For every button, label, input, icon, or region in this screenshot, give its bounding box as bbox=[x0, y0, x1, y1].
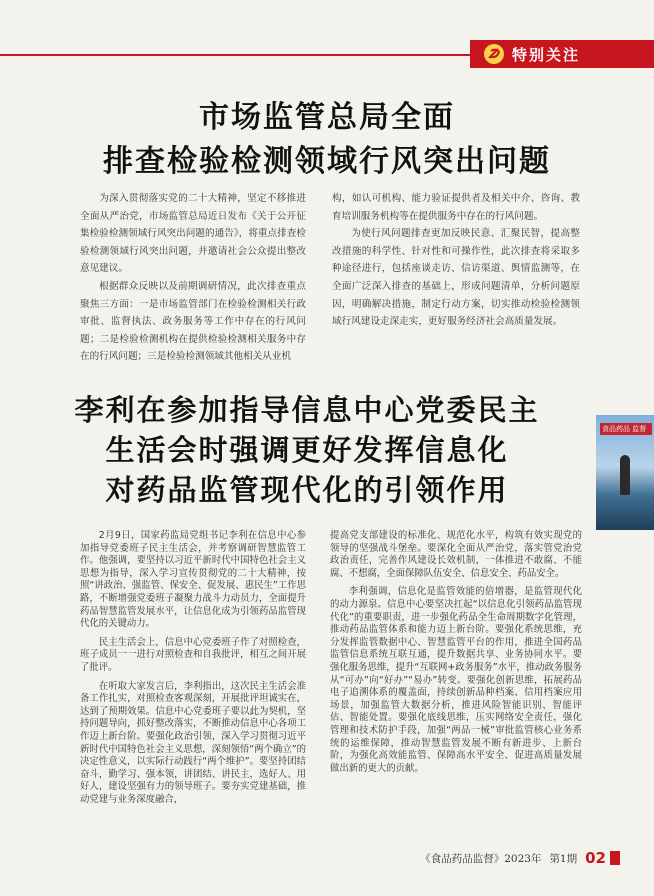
paragraph: 在听取大家发言后，李利指出，这次民主生活会准备工作扎实，对照检查客观深刻，开展批评坦诚实在，达到了预期效果。信息中心党委班子要以此为契机，坚持问题导向，抓好整改落实，不断推动信息中心各项工作迈上新台阶。要强化政治引领，深入学习贯彻习近平新时代中国特色社会主义思想，深刻领悟“两个确立”的决定性意义，以实际行动践行“两个维护”。要坚持团结奋斗，勤学习、强本领，讲团结、讲民主，选好人、用好人，建设坚强有力的领导班子。要夯实党建基础，推动党建与业务深度融合， bbox=[80, 680, 306, 805]
paragraph: 提高党支部建设的标准化、规范化水平，构筑有效实现党的领导的坚强战斗堡垒。要深化全面从严治党，落实管党治党政治责任，完善作风建设长效机制，一体推进不敢腐、不能腐、不想腐，全面保障队伍安全、信息安全、药品安全。 bbox=[330, 530, 582, 579]
article2-column-right bbox=[330, 530, 582, 781]
paragraph: 构，如认可机构、能力验证提供者及相关中介、咨询、教育培训服务机构等在提供服务中存在的行风问题。 bbox=[332, 193, 580, 222]
article2-title-line2: 生活会时强调更好发挥信息化 bbox=[105, 433, 509, 467]
article2-column-left bbox=[80, 530, 306, 812]
paragraph: 根据群众反映以及前期调研情况，此次排查重点聚焦三方面：一是市场监管部门在检验检测相关行政审批、监督执法、政务服务等工作中存在的行风问题；二是检验检测机构在提供检验检测相关服务中存在的行风问题；三是检验检测领域其他相关从业机 bbox=[80, 280, 306, 363]
page-footer bbox=[380, 848, 620, 868]
paragraph: 李利强调，信息化是监管效能的倍增器，是监管现代化的动力源泉。信息中心要坚决扛起“以信息化引领药品监管现代化”的重要职责，进一步强化药品全生命周期数字化管理，推动药品监管体系和能力迈上新台阶。要强化系统思维，充分发挥监管数据中心、智慧监管平台的作用，推进全国药品监管信息系统互联互通，提升数据共享、业务协同水平。要强化服务思维，提升“互联网+政务服务”水平，推动政务服务从“可办”向“好办”“易办”转变。要强化创新思维，拓展药品电子追溯体系的覆盖面，持续创新品种档案、信用档案应用场景，加强监管大数据分析，推进风险智能识别、智能评估、智能处置。要强化底线思维，压实网络安全责任，强化管理和技术防护手段，加强“两品一械”审批监管核心业务系统的运维保障，推动智慧监管发展不断有新进步、上新台阶，为强化高效能监管、保障高水平安全、促进高质量发展做出新的更大的贡献。 bbox=[330, 586, 582, 774]
side-tab-label: 食品药品 监督 bbox=[600, 423, 652, 435]
header-rule bbox=[0, 54, 470, 56]
article1-column-left bbox=[80, 190, 306, 366]
section-label: 特别关注 bbox=[512, 45, 581, 64]
party-emblem-icon bbox=[484, 44, 504, 64]
article1-title bbox=[40, 96, 614, 184]
article1-title-line1: 市场监管总局全面 bbox=[199, 100, 455, 135]
paragraph: 为使行风问题排查更加反映民意、汇聚民智，提高整改措施的科学性、针对性和可操作性，此次排查将采取多种途径进行，包括座谈走访、信访渠道、舆情监测等，在全面广泛深入排查的基础上，形成问题清单，分析问题原因，明确解决措施，制定行动方案，切实推动检验检测领域行风建设走深走实，更好服务经济社会高质量发展。 bbox=[332, 228, 580, 328]
person-figure bbox=[620, 455, 630, 495]
article1-title-line2: 排查检验检测领域行风突出问题 bbox=[103, 144, 551, 179]
page-marker bbox=[610, 851, 620, 865]
paragraph: 2月9日，国家药监局党组书记李利在信息中心参加指导党委班子民主生活会，并考察调研智慧监管工作。他强调，要坚持以习近平新时代中国特色社会主义思想为指导，深入学习宣传贯彻党的二十大精神，按照“讲政治、强监管、保安全、促发展、惠民生”工作思路，不断增强党委班子凝聚力战斗力动员力，全面提升药品智慧监管发展水平，让信息化成为引领药品监管现代化的关键动力。 bbox=[80, 530, 306, 630]
issue-number: 第1期 bbox=[549, 852, 578, 865]
section-label-box bbox=[470, 40, 654, 68]
article2-title bbox=[24, 390, 590, 510]
article2-title-line3: 对药品监管现代化的引领作用 bbox=[105, 473, 509, 507]
article2-title-line1: 李利在参加指导信息中心党委民主 bbox=[74, 393, 540, 427]
article1-column-right bbox=[332, 190, 580, 331]
paragraph: 为深入贯彻落实党的二十大精神，坚定不移推进全面从严治党，市场监管总局近日发布《关于公开征集检验检测领域行风突出问题的通告》，将重点排查检验检测领域行风突出问题，并邀请社会公众提出整改意见建议。 bbox=[80, 193, 306, 275]
paragraph: 民主生活会上，信息中心党委班子作了对照检查，班子成员一一进行对照检查和自我批评，相互之间开展了批评。 bbox=[80, 636, 306, 673]
publication-name: 《食品药品监督》2023年 bbox=[420, 852, 542, 865]
side-tab-cover bbox=[596, 415, 654, 530]
page-number: 02 bbox=[585, 849, 606, 867]
